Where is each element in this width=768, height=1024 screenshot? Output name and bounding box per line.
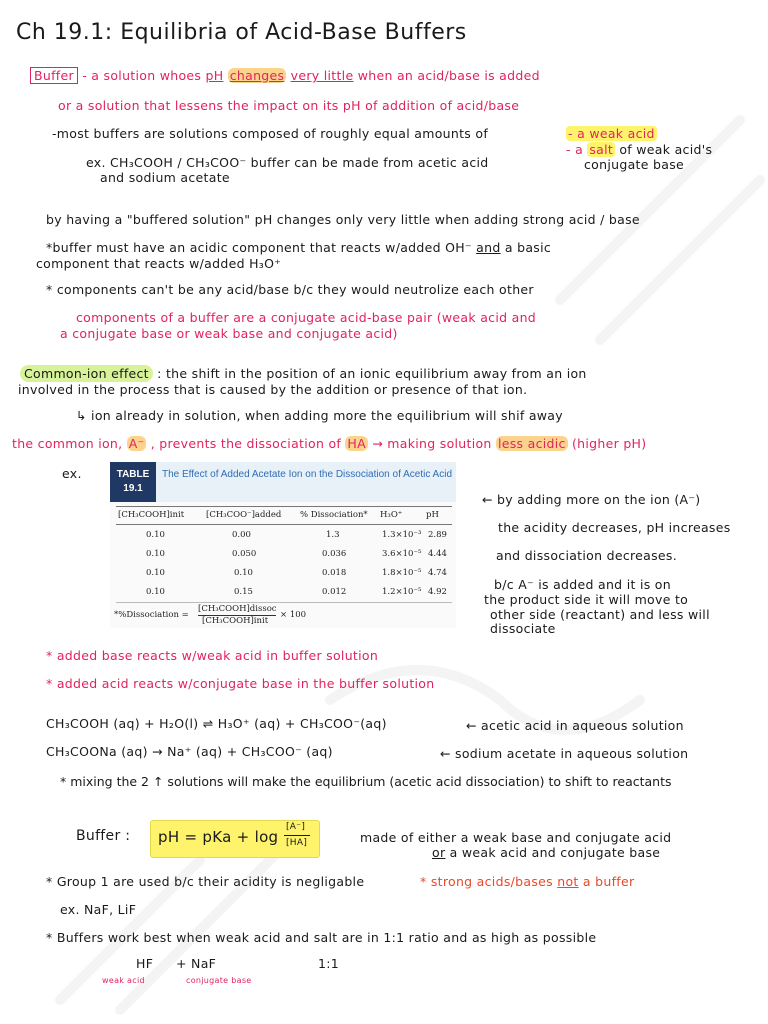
ci-less-acidic: less acidic: [497, 436, 566, 451]
table-rule-header: [116, 524, 452, 525]
strong-note-not: not: [557, 874, 579, 889]
def-text-a: - a solution whoes: [82, 68, 202, 83]
salt-suffix: of weak acid's: [619, 142, 713, 157]
buffered-line2-a: *buffer must have an acidic component that reacts w/added OH⁻: [46, 240, 472, 255]
ci-d: (higher pH): [571, 436, 647, 451]
equation-acetic-acid: CH₃COOH (aq) + H₂O(l) ⇌ H₃O⁺ (aq) + CH₃COO⁻(aq): [46, 716, 387, 731]
salt-item: [566, 142, 712, 157]
table-header-cell: pH: [426, 510, 439, 520]
side-note-7: dissociate: [490, 621, 556, 636]
side-note-1: ← by adding more on the ion (A⁻): [482, 492, 701, 507]
side-note-6: other side (reactant) and less will: [490, 607, 710, 622]
ci-ion: A⁻: [128, 436, 145, 451]
side-note-3: and dissociation decreases.: [496, 548, 677, 563]
buffer-label: Buffer :: [76, 828, 131, 844]
table-cell: 4.74: [428, 568, 447, 578]
table-tag-label: TABLE: [116, 469, 150, 480]
best-ratio-line: * Buffers work best when weak acid and salt are in 1:1 ratio and as high as possible: [46, 930, 597, 945]
buffer-definition-line2: or a solution that lessens the impact on its pH of addition of acid/base: [58, 98, 520, 113]
equation-sodium-acetate: CH₃COONa (aq) → Na⁺ (aq) + CH₃COO⁻ (aq): [46, 744, 333, 759]
table-header-cell: [CH₃COOH]init: [118, 510, 185, 520]
footnote-lhs: *%Dissociation =: [114, 610, 189, 620]
side-note-5: the product side it will move to: [484, 592, 689, 607]
table-cell: 1.3×10⁻³: [382, 530, 422, 540]
table-cell: 0.15: [234, 587, 253, 597]
salt-word: salt: [589, 142, 614, 157]
made-of-line2: a weak acid and conjugate base: [449, 845, 661, 860]
strong-note-a: * strong acids/bases: [420, 874, 553, 889]
buffer-term: Buffer: [30, 67, 78, 84]
buffer-definition-line1: [30, 68, 540, 83]
table-cell: 0.10: [146, 530, 165, 540]
footnote-denominator: [CH₃COOH]init: [202, 616, 269, 626]
table-cell: 1.3: [326, 530, 340, 540]
table-tag: [110, 462, 156, 502]
formula-numerator: [A⁻]: [286, 822, 306, 832]
naf-label: + NaF: [176, 956, 217, 971]
footnote-rhs: × 100: [280, 610, 307, 620]
added-base-line: * added base reacts w/weak acid in buffer solution: [46, 648, 379, 663]
composition-line: -most buffers are solutions composed of roughly equal amounts of: [52, 126, 489, 141]
made-of-or: [432, 845, 660, 860]
table-19-1: [110, 462, 456, 628]
formula-text: pH = pKa + log: [158, 828, 279, 846]
buffered-line6: a conjugate base or weak base and conjugate acid): [60, 326, 398, 341]
table-tag-number: 19.1: [123, 483, 143, 494]
buffered-line4: * components can't be any acid/base b/c they would neutrolize each other: [46, 282, 534, 297]
weak-acid-item: [566, 126, 657, 141]
common-ion-line3: ↳ ion already in solution, when adding more the equilibrium will shif away: [76, 408, 563, 423]
common-ion-text: : the shift in the position of an ionic equilibrium away from an ion: [157, 366, 587, 381]
table-cell: 0.10: [146, 549, 165, 559]
table-cell: 0.10: [146, 587, 165, 597]
common-ion-line2: involved in the process that is caused by the addition or presence of that ion.: [18, 382, 528, 397]
made-of-line1: made of either a weak base and conjugate acid: [360, 830, 672, 845]
table-caption: The Effect of Added Acetate Ion on the Dissociation of Acetic Acid: [162, 469, 452, 480]
ci-c: → making solution: [372, 436, 492, 451]
table-cell: 1.2×10⁻⁵: [382, 587, 422, 597]
formula-fraction-bar: [284, 835, 310, 836]
side-note-2: the acidity decreases, pH increases: [498, 520, 731, 535]
def-changes: changes: [229, 68, 285, 83]
buffered-line2: [46, 240, 551, 255]
ci-ha: HA: [347, 436, 366, 451]
table-cell: 0.036: [322, 549, 347, 559]
side-note-4: b/c A⁻ is added and it is on: [494, 577, 671, 592]
table-cell: 4.92: [428, 587, 447, 597]
added-acid-line: * added acid reacts w/conjugate base in the buffer solution: [46, 676, 435, 691]
table-cell: 1.8×10⁻⁵: [382, 568, 422, 578]
salt-prefix: - a: [566, 142, 584, 157]
group1-line: * Group 1 are used b/c their acidity is negligable: [46, 874, 365, 889]
weak-acid-text: - a weak acid: [568, 126, 655, 141]
example-line1: ex. CH₃COOH / CH₃COO⁻ buffer can be made from acetic acid: [86, 155, 489, 170]
table-header-cell: H₃O⁺: [380, 510, 403, 520]
buffered-line5: components of a buffer are a conjugate acid-base pair (weak acid and: [76, 310, 537, 325]
made-or-word: or: [432, 845, 446, 860]
strong-acid-note: [420, 874, 634, 889]
equation-sodium-note: ← sodium acetate in aqueous solution: [440, 746, 689, 761]
table-header-cell: [CH₃COO⁻]added: [206, 510, 282, 520]
table-cell: 3.6×10⁻⁵: [382, 549, 422, 559]
weak-acid-caption: weak acid: [102, 976, 145, 985]
page-title: Ch 19.1: Equilibria of Acid-Base Buffers: [16, 20, 467, 45]
group1-example: ex. NaF, LiF: [60, 902, 137, 917]
table-cell: 0.050: [232, 549, 257, 559]
hf-label: HF: [136, 956, 154, 971]
common-ion-line1: [20, 366, 587, 381]
strong-note-b: a buffer: [582, 874, 635, 889]
table-cell: 0.00: [232, 530, 251, 540]
equation-acetic-note: ← acetic acid in aqueous solution: [466, 718, 684, 733]
conjugate-base-text: conjugate base: [584, 157, 684, 172]
buffered-line1: by having a "buffered solution" pH changes only very little when adding strong acid / base: [46, 212, 640, 227]
table-rule-top: [116, 506, 452, 507]
common-ion-term: Common-ion effect: [20, 365, 153, 382]
ratio-label: 1:1: [318, 956, 340, 971]
conjugate-base-caption: conjugate base: [186, 976, 252, 985]
buffered-line2-b: a basic: [504, 240, 552, 255]
table-cell: 0.018: [322, 568, 347, 578]
common-ion-line4: [12, 436, 646, 451]
formula-denominator: [HA]: [286, 838, 308, 848]
def-ph: pH: [205, 68, 224, 83]
table-cell: 0.10: [146, 568, 165, 578]
def-very-little: very little: [290, 68, 354, 83]
table-cell: 2.89: [428, 530, 447, 540]
buffered-line3: component that reacts w/added H₃O⁺: [36, 256, 282, 271]
example-label: ex.: [62, 466, 82, 481]
ci-b: , prevents the dissociation of: [150, 436, 342, 451]
ci-a: the common ion,: [12, 436, 123, 451]
footnote-numerator: [CH₃COOH]dissoc: [198, 604, 277, 614]
example-line2: and sodium acetate: [100, 170, 230, 185]
table-header-cell: % Dissociation*: [300, 510, 368, 520]
table-cell: 4.44: [428, 549, 447, 559]
table-cell: 0.012: [322, 587, 347, 597]
def-text-b: when an acid/base is added: [357, 68, 540, 83]
table-cell: 0.10: [234, 568, 253, 578]
mixing-line: * mixing the 2 ↑ solutions will make the equilibrium (acetic acid dissociation) to shift to reactants: [60, 774, 672, 789]
buffered-and: and: [476, 240, 501, 255]
table-rule-bottom: [116, 602, 452, 603]
